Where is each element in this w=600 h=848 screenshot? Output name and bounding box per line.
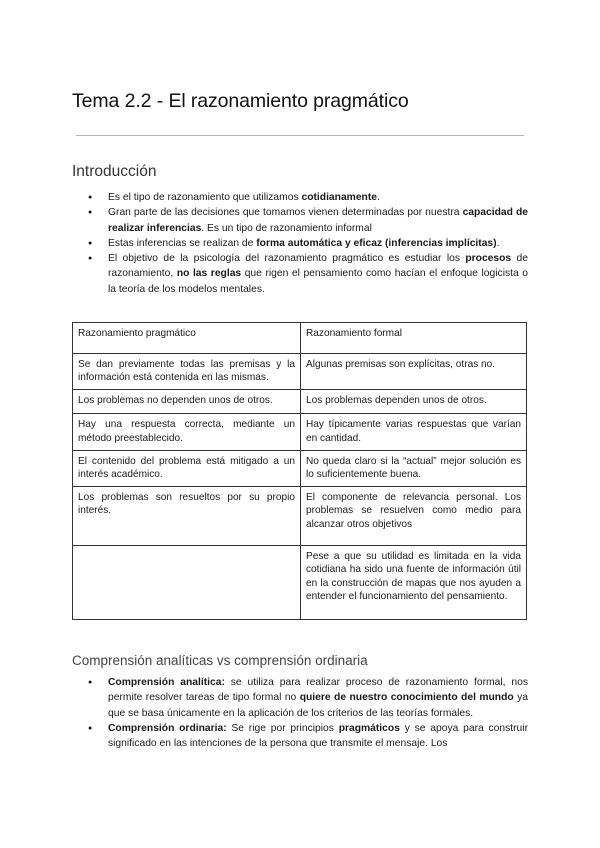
table-cell: Algunas premisas son explícitas, otras no. xyxy=(301,354,527,390)
table-header-row xyxy=(73,323,527,354)
bullet-text: . xyxy=(496,237,500,249)
table-cell-empty xyxy=(73,546,301,620)
comparison-table xyxy=(72,322,527,620)
table-cell: El contenido del problema está mitigado a un interés académico. xyxy=(73,450,301,486)
bullet-bold-text: no las reglas xyxy=(176,268,242,280)
bullet-bold-text: capacidad de realizar inferencias xyxy=(108,207,528,234)
table-cell: Los problemas no dependen unos de otros. xyxy=(73,390,301,414)
intro-bullet-4 xyxy=(88,251,528,297)
title-divider xyxy=(76,135,524,136)
section-heading-introduccion: Introducción xyxy=(72,163,157,180)
table-row xyxy=(73,414,527,450)
bullet-bold-text: forma automática y eficaz (inferencias implícitas) xyxy=(256,237,497,249)
table-cell: Se dan previamente todas las premisas y la información está contenida en las mismas. xyxy=(73,354,301,390)
bullet-text: El objetivo de la psicología del razonamiento pragmático es estudiar los xyxy=(108,253,466,265)
table-cell: No queda claro si la “actual” mejor solución es lo suficientemente buena. xyxy=(301,450,527,486)
table-cell: Los problemas dependen unos de otros. xyxy=(301,390,527,414)
table-row xyxy=(73,546,527,620)
table-header-formal: Razonamiento formal xyxy=(301,323,527,354)
comprension-bullet-list xyxy=(88,675,528,751)
table-cell: Hay una respuesta correcta, mediante un método preestablecido. xyxy=(73,414,301,450)
table-cell: Pese a que su utilidad es limitada en la vida cotidiana ha sido una fuente de información útil en la construcción de mapas que nos ayuden a entender el funcionamiento del pensamiento. xyxy=(301,546,527,620)
table-row xyxy=(73,487,527,546)
bullet-bold-text: Comprensión analítica: xyxy=(108,677,225,688)
bullet-bold-text: procesos xyxy=(465,253,512,265)
table-cell: Hay típicamente varias respuestas que varían en cantidad. xyxy=(301,414,527,450)
bullet-text: y se apoya para construir significado en las intenciones de la persona que transmite el mensaje. Los xyxy=(108,722,528,750)
table-row xyxy=(73,450,527,486)
bullet-text: Estas inferencias se realizan de xyxy=(108,237,257,249)
intro-bullet-2 xyxy=(88,205,528,236)
bullet-bold-text: pragmáticos xyxy=(338,722,400,734)
table-cell: El componente de relevancia personal. Los problemas se resuelven como medio para alcanzar otros objetivos xyxy=(301,487,527,546)
table-row xyxy=(73,390,527,414)
bullet-text: Se rige por principios xyxy=(226,722,339,734)
intro-bullet-3 xyxy=(88,236,528,251)
table-header-pragmatico: Razonamiento pragmático xyxy=(73,323,301,354)
bullet-text: de razonamiento, xyxy=(108,253,528,280)
bullet-bold-text: quiere de nuestro conocimiento del mundo xyxy=(299,692,514,704)
comprension-bullet-ordinaria xyxy=(88,721,528,752)
bullet-text: . Es un tipo de razonamiento informal xyxy=(201,222,372,234)
bullet-bold-text: Comprensión ordinaria: xyxy=(108,722,227,734)
bullet-bold-text: cotidianamente xyxy=(301,192,377,203)
bullet-text: ya que se basa únicamente en la aplicación de los criterios de las teorías formales. xyxy=(108,692,528,719)
bullet-text: Gran parte de las decisiones que tomamos vienen determinadas por nuestra xyxy=(108,207,463,219)
intro-bullet-1 xyxy=(88,190,528,205)
intro-bullet-list xyxy=(88,190,528,297)
section-heading-comprension: Comprensión analíticas vs comprensión ordinaria xyxy=(72,653,368,668)
page-title: Tema 2.2 - El razonamiento pragmático xyxy=(72,90,409,112)
bullet-text: que rigen el pensamiento como hacían el enfoque logicista o la teoría de los modelos mentales. xyxy=(108,268,528,295)
bullet-text: . xyxy=(377,192,380,203)
bullet-text: se utiliza para realizar proceso de razonamiento formal, nos permite resolver tareas de tipo formal no xyxy=(108,677,528,704)
bullet-text: Es el tipo de razonamiento que utilizamos xyxy=(108,192,302,203)
table-cell: Los problemas son resueltos por su propio interés. xyxy=(73,487,301,546)
comprension-bullet-analitica xyxy=(88,675,528,721)
table-row xyxy=(73,354,527,390)
